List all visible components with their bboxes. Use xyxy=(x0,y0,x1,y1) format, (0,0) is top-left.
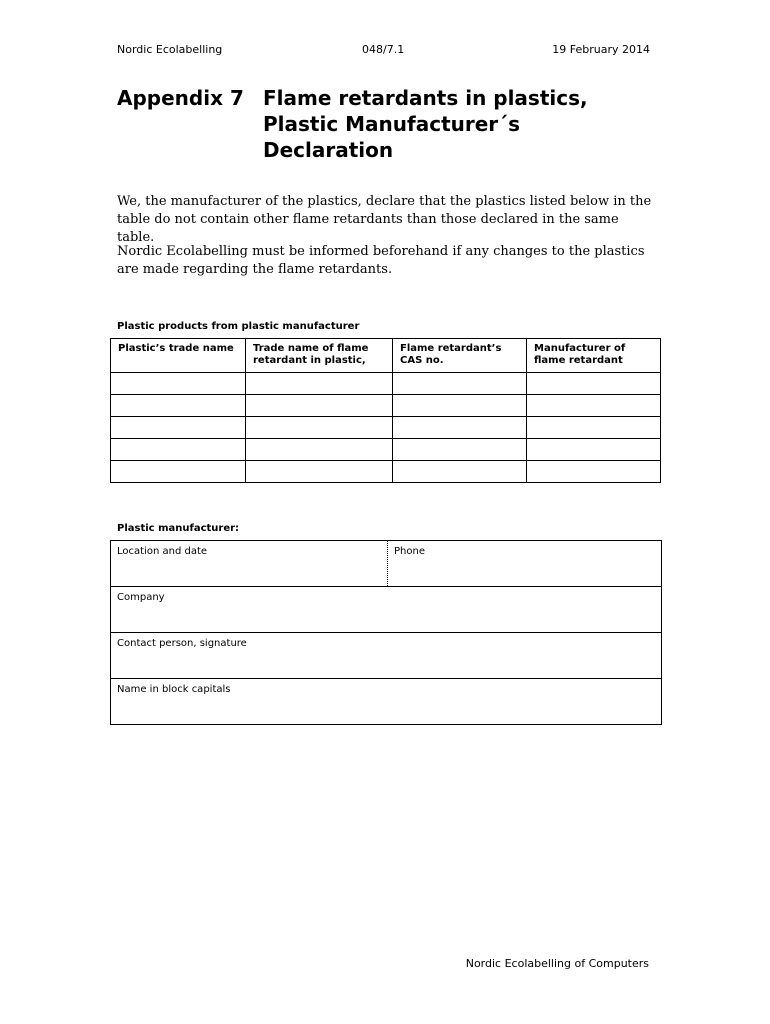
header-left: Nordic Ecolabelling xyxy=(117,43,223,56)
table-header-row xyxy=(111,339,661,373)
table-cell[interactable] xyxy=(246,373,393,395)
location-date-label: Location and date xyxy=(117,546,208,557)
table-cell[interactable] xyxy=(393,373,527,395)
table-cell[interactable] xyxy=(111,373,246,395)
company-field[interactable] xyxy=(111,587,661,633)
table-cell[interactable] xyxy=(527,439,661,461)
table-cell[interactable] xyxy=(527,373,661,395)
declaration-paragraph: We, the manufacturer of the plastics, declare that the plastics listed below in the table do not contain other flame retardants than those declared in the same table. xyxy=(117,194,652,245)
table-cell[interactable] xyxy=(393,395,527,417)
contact-signature-field[interactable] xyxy=(111,633,661,679)
column-header: Flame retardant’s CAS no. xyxy=(393,339,527,373)
table-cell[interactable] xyxy=(393,461,527,483)
table-row xyxy=(111,461,661,483)
table-cell[interactable] xyxy=(111,395,246,417)
table-cell[interactable] xyxy=(393,417,527,439)
header-document-number: 048/7.1 xyxy=(362,43,405,56)
title-line: Plastic Manufacturer´s xyxy=(263,112,521,136)
manufacturer-form-label: Plastic manufacturer: xyxy=(117,523,240,534)
table-cell[interactable] xyxy=(527,417,661,439)
table-cell[interactable] xyxy=(111,439,246,461)
contact-signature-label: Contact person, signature xyxy=(117,638,247,649)
title-prefix: Appendix 7 xyxy=(117,86,244,110)
table-row xyxy=(111,373,661,395)
table-cell[interactable] xyxy=(246,417,393,439)
table-row xyxy=(111,395,661,417)
table-cell[interactable] xyxy=(111,461,246,483)
column-header: Trade name of flame retardant in plastic, xyxy=(246,339,393,373)
table-cell[interactable] xyxy=(527,395,661,417)
title-text xyxy=(263,85,643,163)
table-cell[interactable] xyxy=(246,439,393,461)
title-line: Declaration xyxy=(263,138,394,162)
notice-paragraph: Nordic Ecolabelling must be informed beforehand if any changes to the plastics are made regarding the flame retardants. xyxy=(117,244,645,277)
table-row xyxy=(111,439,661,461)
location-date-field[interactable] xyxy=(111,541,387,586)
company-label: Company xyxy=(117,592,165,603)
products-table-label: Plastic products from plastic manufacturer xyxy=(117,321,360,332)
table-row xyxy=(111,417,661,439)
column-header: Plastic’s trade name xyxy=(111,339,246,373)
block-capitals-name-label: Name in block capitals xyxy=(117,684,231,695)
table-cell[interactable] xyxy=(246,461,393,483)
table-cell[interactable] xyxy=(111,417,246,439)
products-table xyxy=(110,338,661,483)
location-date-row xyxy=(111,541,661,587)
title-line: Flame retardants in plastics, xyxy=(263,86,588,110)
block-capitals-name-field[interactable] xyxy=(111,679,661,724)
phone-label: Phone xyxy=(394,546,425,557)
page-footer: Nordic Ecolabelling of Computers xyxy=(465,957,649,970)
header-date: 19 February 2014 xyxy=(552,43,650,56)
column-header: Manufacturer of flame retardant xyxy=(527,339,661,373)
manufacturer-form xyxy=(110,540,662,725)
table-cell[interactable] xyxy=(527,461,661,483)
table-cell[interactable] xyxy=(246,395,393,417)
table-cell[interactable] xyxy=(393,439,527,461)
phone-field[interactable] xyxy=(387,541,662,586)
